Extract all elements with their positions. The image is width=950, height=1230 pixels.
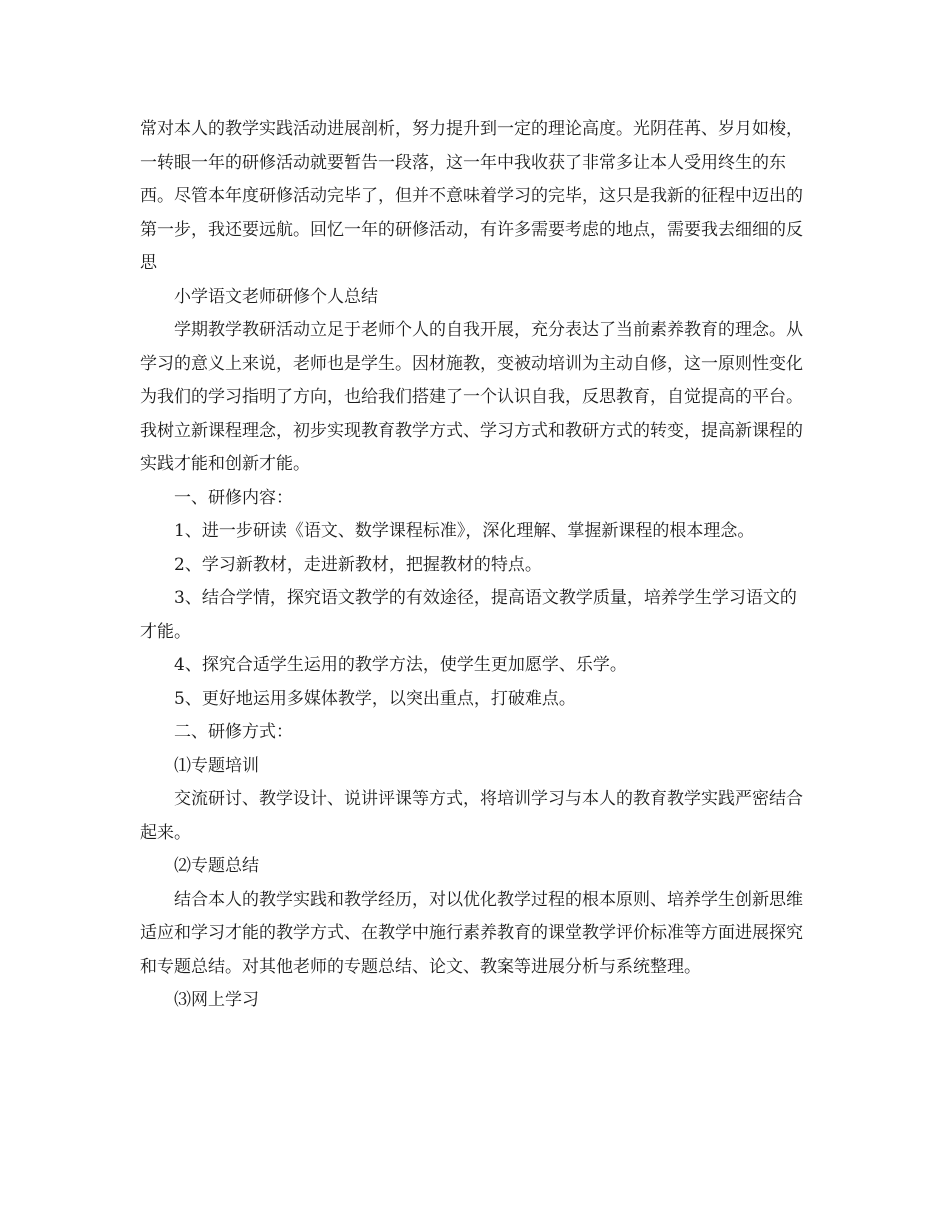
list-item-3: 3、结合学情，探究语文教学的有效途径，提高语文教学质量，培养学生学习语文的才能。 bbox=[140, 588, 797, 642]
subheading-special-training: ⑴专题培训 bbox=[174, 755, 259, 776]
subheading-special-summary: ⑵专题总结 bbox=[174, 856, 259, 876]
heading-research-content: 一、研修内容： bbox=[174, 487, 293, 508]
paragraph-training: 交流研讨、教学设计、说讲评课等方式，将培训学习与本人的教育教学实践严密结合起来。 bbox=[140, 789, 803, 843]
heading-research-methods: 二、研修方式： bbox=[174, 722, 293, 742]
document-body bbox=[140, 113, 812, 1018]
paragraph-intro: 学期教学教研活动立足于老师个人的自我开展，充分表达了当前素养教育的理念。从学习的意义上来说，老师也是学生。因材施教，变被动培训为主动自修，这一原则性变化为我们的学习指明了方向，也给我们搭建了一个认识自我，反思教育，自觉提高的平台。我树立新课程理念，初步实现教育教学方式、学习方式和教研方式的转变，提高新课程的实践才能和创新才能。 bbox=[140, 320, 803, 474]
list-item-4: 4、探究合适学生运用的教学方法，使学生更加愿学、乐学。 bbox=[174, 655, 627, 675]
paragraph-summary: 结合本人的教学实践和教学经历，对以优化教学过程的根本原则、培养学生创新思维适应和学习才能的教学方式、在教学中施行素养教育的课堂教学评价标准等方面进展探究和专题总结。对其他老师的专题总结、论文、教案等进展分析与系统整理。 bbox=[140, 889, 803, 977]
section-title: 小学语文老师研修个人总结 bbox=[174, 286, 378, 307]
paragraph-continuation: 常对本人的教学实践活动进展剖析，努力提升到一定的理论高度。光阴荏苒、岁月如梭，一转眼一年的研修活动就要暂告一段落，这一年中我收获了非常多让本人受用终生的东西。尽管本年度研修活动完毕了，但并不意味着学习的完毕，这只是我新的征程中迈出的第一步，我还要远航。回忆一年的研修活动，有许多需要考虑的地点，需要我去细细的反思 bbox=[140, 119, 803, 273]
list-item-5: 5、更好地运用多媒体教学，以突出重点，打破难点。 bbox=[174, 688, 576, 709]
subheading-online-learning: ⑶网上学习 bbox=[174, 990, 259, 1010]
list-item-1: 1、进一步研读《语文、数学课程标准》，深化理解、掌握新课程的根本理念。 bbox=[174, 521, 755, 541]
list-item-2: 2、学习新教材，走进新教材，把握教材的特点。 bbox=[174, 554, 542, 575]
